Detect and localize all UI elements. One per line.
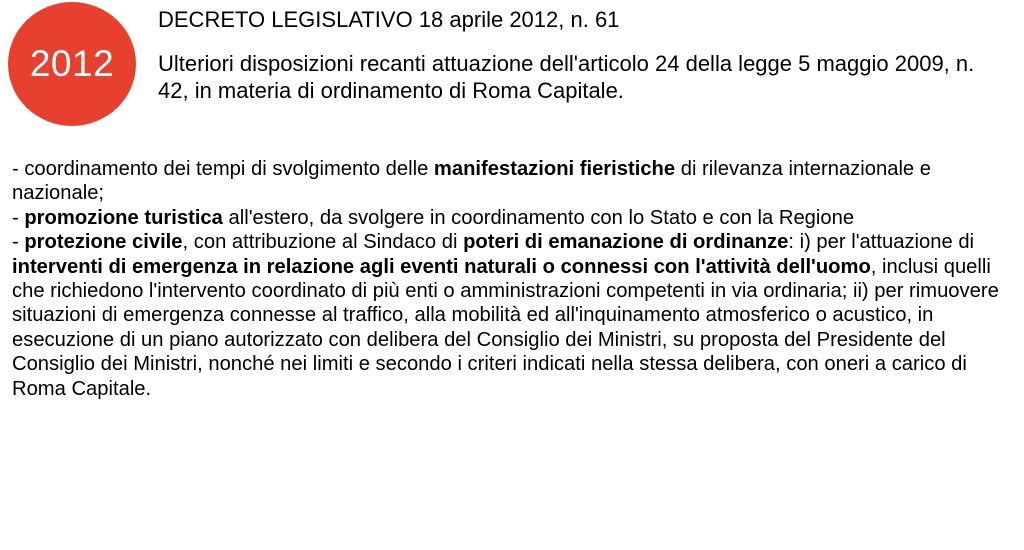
- bold-text-run: protezione civile: [24, 231, 183, 254]
- decree-header: [158, 6, 1008, 104]
- year-badge: [8, 2, 136, 126]
- bold-text-run: poteri di emanazione di ordinanze: [463, 231, 789, 254]
- decree-subtitle: Ulteriori disposizioni recanti attuazione dell'articolo 24 della legge 5 maggio 2009, n. 42, in materia di ordinamento di Roma Capitale.: [158, 51, 975, 103]
- text-run: - coordinamento dei tempi di svolgimento delle: [12, 158, 434, 180]
- bold-text-run: interventi di emergenza in relazione agli eventi naturali o connessi con l'attività dell'uomo: [12, 255, 871, 278]
- text-run: all'estero, da svolgere in coordinamento con lo Stato e con la Regione: [222, 206, 855, 229]
- provisions-list: [12, 157, 1012, 401]
- text-run: : i) per l'attuazione di: [788, 231, 975, 254]
- text-run: di rilevanza internazionale e nazionale;: [12, 158, 931, 205]
- bold-text-run: manifestazioni fieristiche: [433, 158, 676, 180]
- provision-item-tourism: [12, 206, 1012, 230]
- text-run: , inclusi quelli che richiedono l'intervento coordinato di più enti o amministrazioni competenti in via ordinaria; ii) per rimuovere situazioni di emergenza connesse al traffico, alla mobilità ed all'inquinamento atmosferico o acustico, in esecuzione di un piano autorizzato con delibera del Consiglio dei Ministri, su proposta del Presidente del Consiglio dei Ministri, nonché nei limiti e secondo i criteri indicati nella stessa delibera, con oneri a carico di Roma Capitale.: [12, 255, 999, 400]
- text-run: -: [12, 206, 25, 229]
- decree-title: DECRETO LEGISLATIVO 18 aprile 2012, n. 61: [158, 7, 620, 32]
- text-run: , con attribuzione al Sindaco di: [182, 231, 464, 254]
- provision-item-trade-fairs: [12, 157, 1012, 206]
- bold-text-run: promozione turistica: [24, 206, 223, 229]
- provision-item-civil-protection: [12, 230, 1012, 401]
- year-badge-label: 2012: [29, 43, 115, 84]
- text-run: -: [12, 231, 25, 254]
